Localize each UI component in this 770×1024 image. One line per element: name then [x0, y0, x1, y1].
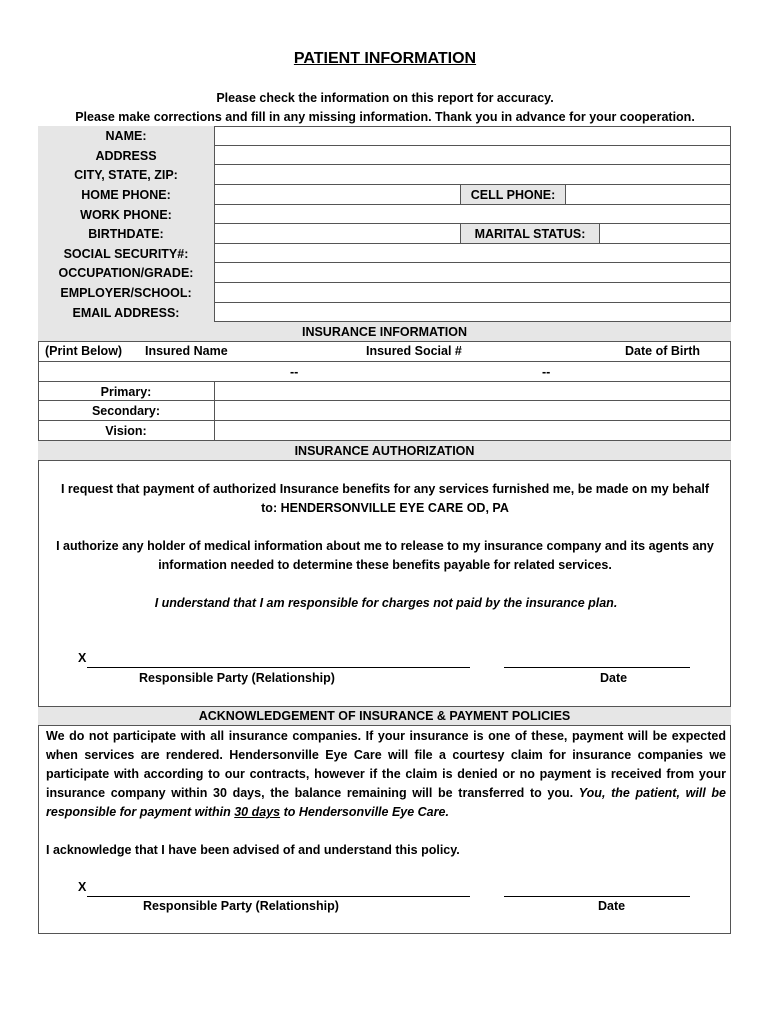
acknowledgement-para-1-text: We do not participate with all insurance companies. If your insurance is one of these, payment will be expected when services are rendered. Hendersonville Eye Care will file a courtesy claim for insurance companies we participate with according to our contracts, however if the claim is denied or no payment is received from your insurance company within 30 days, the balance remaining will be transferred to you.	[46, 729, 726, 800]
auth-signature-label: Responsible Party (Relationship)	[139, 671, 335, 685]
dash-separator-2: --	[542, 365, 551, 379]
insurance-info-heading: INSURANCE INFORMATION	[38, 322, 731, 342]
intro-line-2: Please make corrections and fill in any missing information. Thank you in advance for your cooperation.	[75, 110, 695, 124]
address-label: ADDRESS	[38, 146, 215, 165]
work-phone-label: WORK PHONE:	[38, 205, 215, 224]
employer-label: EMPLOYER/SCHOOL:	[38, 283, 215, 303]
acknowledgement-heading: ACKNOWLEDGEMENT OF INSURANCE & PAYMENT POLICIES	[38, 706, 731, 726]
auth-date-label: Date	[600, 671, 628, 685]
dash-separator-1: --	[290, 365, 299, 379]
acknowledgement-italic-a: You, the patient, will be responsible for payment within	[46, 786, 726, 819]
insurance-blank-row[interactable]	[38, 362, 731, 382]
occupation-label: OCCUPATION/GRADE:	[38, 263, 215, 283]
marital-status-label: MARITAL STATUS:	[460, 224, 600, 243]
ack-signature-x: X	[78, 880, 87, 894]
auth-signature-x: X	[78, 651, 87, 665]
ack-signature-label: Responsible Party (Relationship)	[143, 899, 339, 913]
authorization-para-1: I request that payment of authorized Insurance benefits for any services furnished me, be made on my behalf to: HENDERSONVILLE EYE CARE OD, PA	[60, 482, 710, 515]
authorization-para-2: I authorize any holder of medical information about me to release to my insurance company and its agents any information needed to determine these benefits payable for related services.	[56, 539, 714, 572]
col-insured-social: Insured Social #	[366, 344, 462, 358]
birthdate-label: BIRTHDATE:	[38, 224, 215, 244]
primary-label: Primary:	[38, 382, 215, 401]
acknowledgement-italic-b: to Hendersonville Eye Care.	[280, 805, 449, 819]
email-label: EMAIL ADDRESS:	[38, 303, 215, 322]
acknowledgement-para-1	[46, 727, 726, 822]
ssn-label: SOCIAL SECURITY#:	[38, 244, 215, 263]
acknowledgement-para-2: I acknowledge that I have been advised of and understand this policy.	[46, 843, 460, 857]
city-state-zip-label: CITY, STATE, ZIP:	[38, 165, 215, 185]
cell-phone-label: CELL PHONE:	[460, 185, 566, 204]
intro-line-1: Please check the information on this report for accuracy.	[216, 91, 554, 105]
col-print-below: (Print Below)	[45, 344, 123, 358]
col-date-of-birth: Date of Birth	[625, 344, 700, 358]
col-insured-name: Insured Name	[145, 344, 228, 358]
home-phone-label: HOME PHONE:	[38, 185, 215, 205]
secondary-label: Secondary:	[38, 401, 215, 421]
ack-date-line[interactable]	[504, 884, 690, 897]
vision-label: Vision:	[38, 421, 215, 441]
authorization-para-3: I understand that I am responsible for charges not paid by the insurance plan.	[154, 596, 618, 610]
auth-date-line[interactable]	[504, 655, 690, 668]
name-label: NAME:	[38, 126, 215, 146]
ack-signature-line[interactable]	[87, 884, 470, 897]
page-title: PATIENT INFORMATION	[293, 50, 477, 67]
ack-date-label: Date	[598, 899, 626, 913]
authorization-heading: INSURANCE AUTHORIZATION	[38, 441, 731, 461]
auth-signature-line[interactable]	[87, 655, 470, 668]
acknowledgement-italic-days: 30 days	[234, 805, 281, 819]
